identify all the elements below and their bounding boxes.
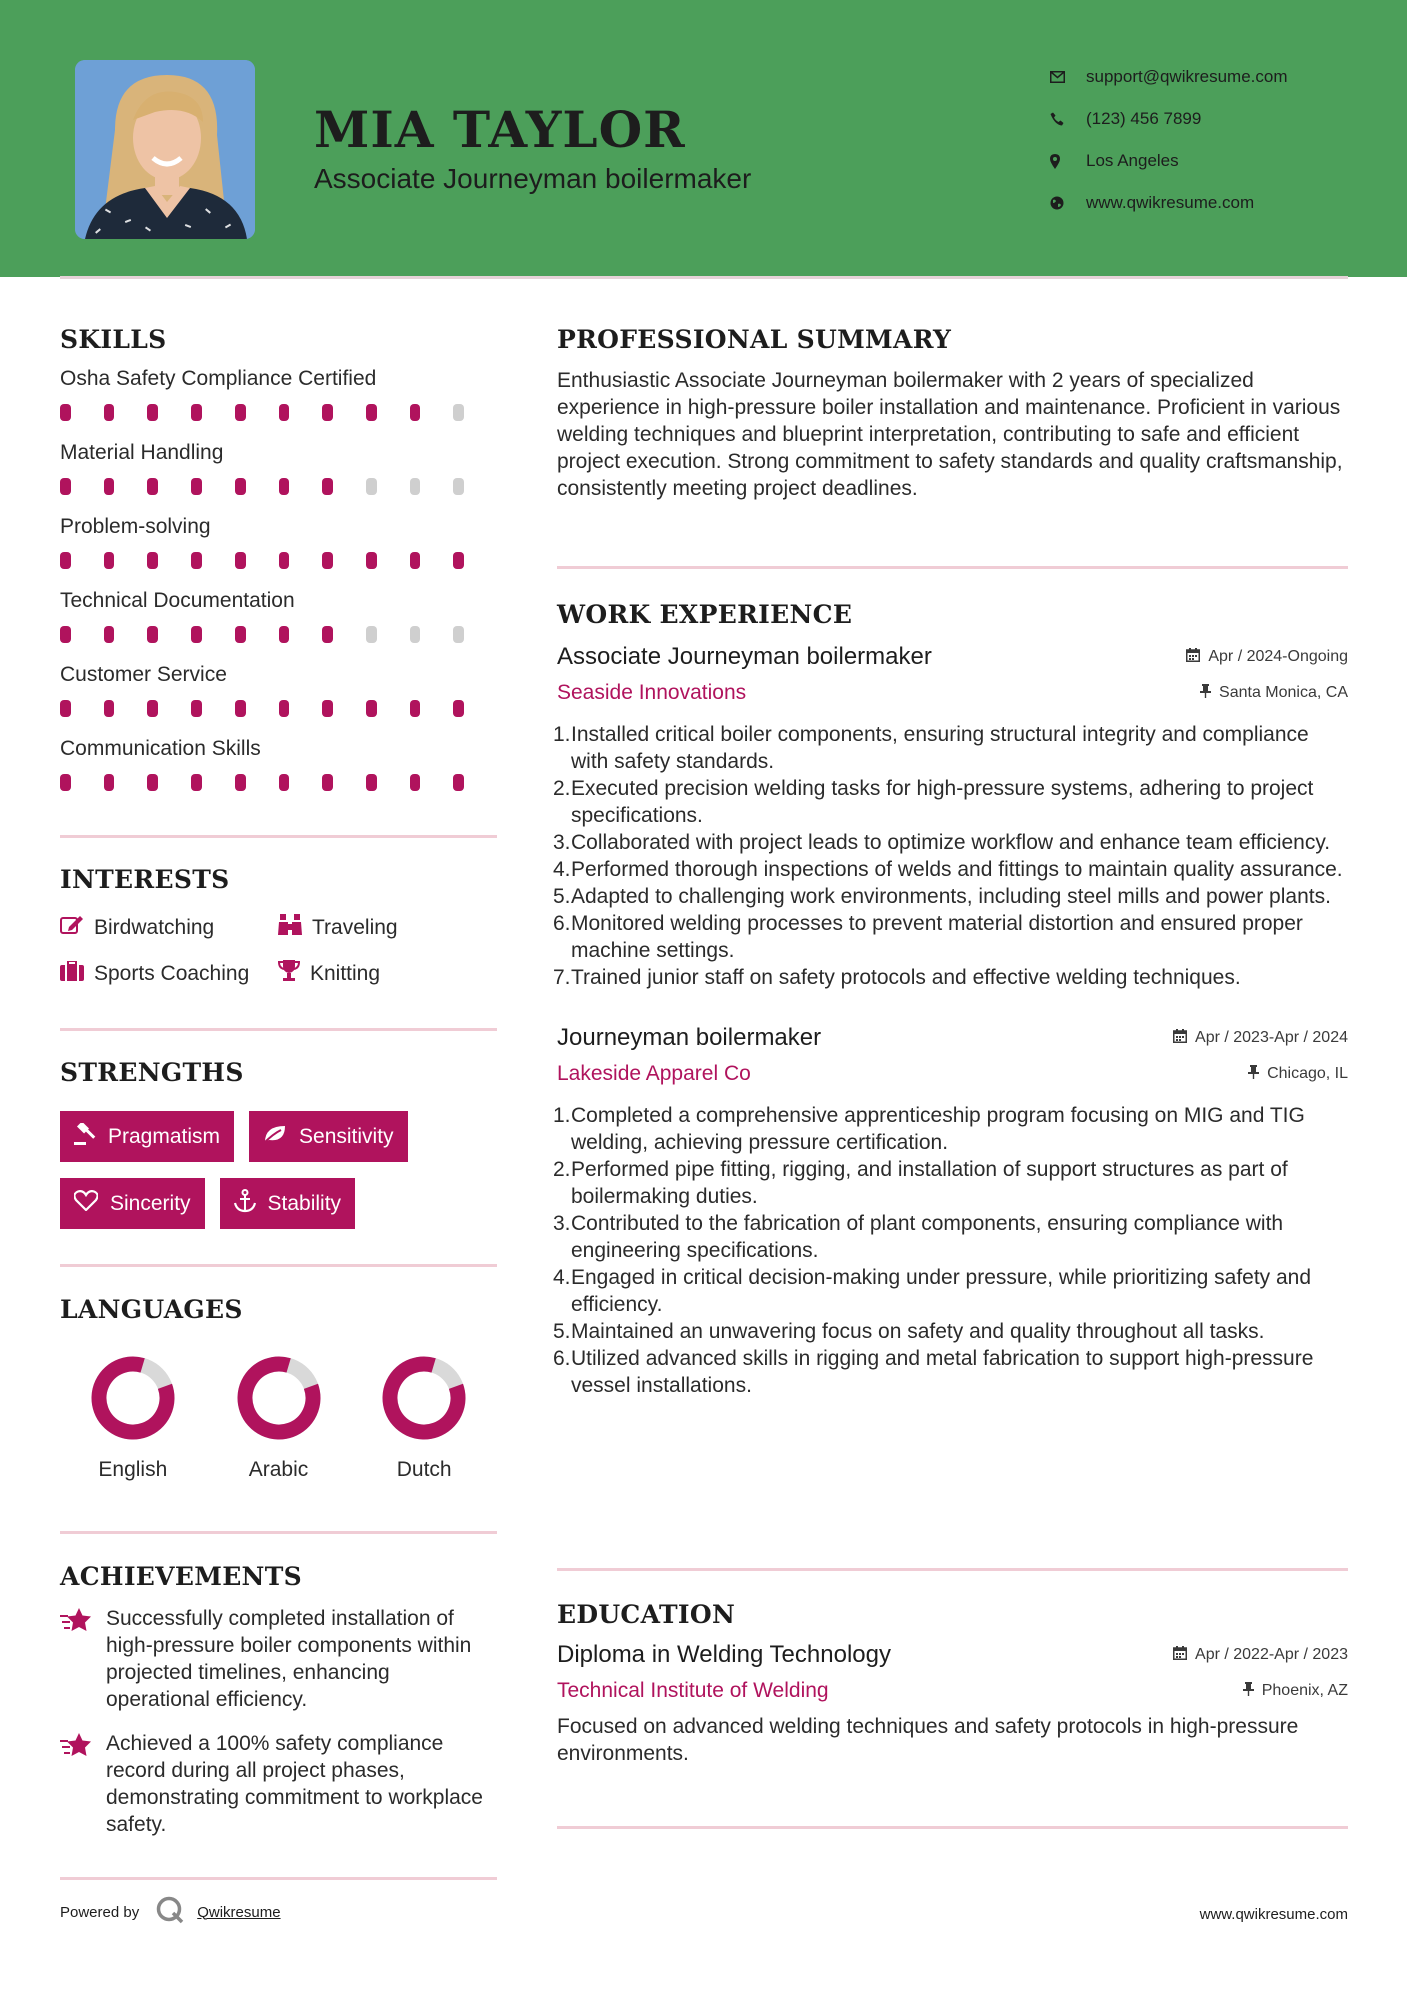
rating-dot [279, 552, 290, 569]
contact-website[interactable] [1050, 182, 1288, 224]
job-bullet [553, 964, 1348, 991]
education-dates [1173, 1646, 1348, 1665]
rating-dot [322, 478, 333, 495]
rating-dot [60, 552, 71, 569]
skill-item [60, 663, 497, 737]
job-dates-text: Apr / 2024-Ongoing [1208, 648, 1348, 665]
company-name: Seaside Innovations [557, 681, 747, 704]
rating-dot [322, 774, 333, 791]
interest-label: Sports Coaching [94, 962, 250, 985]
language-level-ring [380, 1354, 468, 1442]
skill-rating [60, 394, 497, 441]
strengths-section [60, 1058, 497, 1229]
achievements-section [60, 1562, 497, 1838]
rating-dot [322, 700, 333, 717]
job-location [1248, 1065, 1348, 1084]
job-dates-text: Apr / 2023-Apr / 2024 [1195, 1029, 1348, 1046]
bullet-number: 2. [553, 777, 571, 800]
rating-dot [235, 774, 246, 791]
rating-dot [147, 774, 158, 791]
strength-tag [249, 1111, 408, 1162]
binoculars-icon [278, 914, 302, 942]
language-name: English [98, 1458, 168, 1481]
interests-heading: INTERESTS [60, 865, 230, 894]
strength-tag [60, 1178, 205, 1229]
rating-dot [366, 774, 377, 791]
rating-dot [366, 700, 377, 717]
achievement-item [60, 1730, 497, 1838]
education-location [1243, 1682, 1348, 1701]
strengths-list [60, 1111, 480, 1229]
strength-label: Pragmatism [108, 1124, 221, 1148]
rating-dot [191, 552, 202, 569]
rating-dot [104, 552, 115, 569]
calendar-icon [1173, 1646, 1187, 1665]
suitcase-icon [60, 961, 84, 987]
star-icon [60, 1605, 92, 1713]
interest-item [60, 914, 278, 942]
experience-heading: WORK EXPERIENCE [557, 600, 853, 629]
achievement-text: Achieved a 100% safety compliance record during all project phases, demonstrating commitment to workplace safety. [106, 1732, 483, 1836]
section-divider [557, 1568, 1348, 1571]
job-bullet [553, 1102, 1348, 1156]
interests-list [60, 914, 497, 988]
calendar-icon [1173, 1029, 1187, 1048]
interest-label: Birdwatching [94, 916, 215, 939]
candidate-title: Associate Journeyman boilermaker [314, 163, 752, 194]
section-divider [557, 1826, 1348, 1829]
skill-name: Osha Safety Compliance Certified [60, 367, 377, 390]
strength-label: Sensitivity [299, 1124, 394, 1148]
jobs-list [553, 643, 1348, 1399]
rating-dot [453, 552, 464, 569]
bullet-text: Maintained an unwavering focus on safety and quality throughout all tasks. [571, 1320, 1265, 1343]
contact-phone[interactable] [1050, 98, 1288, 140]
rating-dot [453, 700, 464, 717]
rating-dot [60, 774, 71, 791]
rating-dot [191, 404, 202, 421]
phone-icon [1050, 112, 1086, 126]
skills-list [60, 367, 497, 811]
right-column [557, 325, 1348, 502]
rating-dot [60, 626, 71, 643]
job-bullet [553, 1345, 1348, 1399]
job-dates [1173, 1029, 1348, 1048]
bullet-text: Executed precision welding tasks for high-pressure systems, adhering to project specifications. [571, 777, 1314, 827]
contact-phone-text: (123) 456 7899 [1086, 109, 1202, 128]
rating-dot [279, 774, 290, 791]
summary-text: Enthusiastic Associate Journeyman boilermaker with 2 years of specialized experience in high-pressure boiler installation and maintenance. Proficient in various welding techniques and blueprint interpretation, contributing to safe and efficient project execution. Strong commitment to safety standards and quality craftsmanship, consistently meeting project deadlines. [557, 369, 1343, 500]
rating-dot [410, 404, 421, 421]
bullet-number: 1. [553, 1104, 571, 1127]
interest-label: Traveling [312, 916, 398, 939]
language-item [351, 1354, 497, 1482]
job-bullets [553, 721, 1348, 991]
powered-by-label: Powered by [60, 1903, 140, 1921]
degree-title: Diploma in Welding Technology [557, 1641, 891, 1668]
interests-section [60, 865, 497, 988]
achievement-text: Successfully completed installation of high-pressure boiler components within projected timelines, enhancing operational efficiency. [106, 1607, 472, 1711]
job-location [1200, 684, 1348, 703]
bullet-text: Adapted to challenging work environments, including steel mills and power plants. [571, 885, 1331, 908]
strength-tag [60, 1111, 234, 1162]
rating-dot [410, 774, 421, 791]
rating-dot [279, 478, 290, 495]
rating-dot [322, 552, 333, 569]
job-bullet [553, 883, 1348, 910]
pushpin-icon [1243, 1682, 1254, 1701]
rating-dot [104, 700, 115, 717]
rating-dot [279, 404, 290, 421]
job-location-text: Chicago, IL [1267, 1065, 1348, 1082]
job-title: Associate Journeyman boilermaker [557, 643, 932, 670]
contact-location [1050, 140, 1288, 182]
bullet-text: Performed thorough inspections of welds and fittings to maintain quality assurance. [571, 858, 1343, 881]
rating-dot [191, 700, 202, 717]
rating-dot [60, 404, 71, 421]
job-bullet [553, 856, 1348, 883]
bullet-text: Installed critical boiler components, ensuring structural integrity and compliance with safety standards. [571, 723, 1309, 773]
strengths-heading: STRENGTHS [60, 1058, 244, 1087]
skill-item [60, 737, 497, 811]
job-bullet [553, 1318, 1348, 1345]
rating-dot [104, 404, 115, 421]
header-divider [60, 276, 1348, 279]
skill-rating [60, 468, 497, 515]
strength-label: Stability [267, 1191, 342, 1215]
rating-dot [235, 552, 246, 569]
education-dates-text: Apr / 2022-Apr / 2023 [1195, 1646, 1348, 1663]
bullet-number: 5. [553, 1320, 571, 1343]
gavel-icon [74, 1123, 96, 1151]
section-divider [60, 1264, 497, 1267]
rating-dot [104, 626, 115, 643]
rating-dot [322, 404, 333, 421]
languages-section [60, 1295, 497, 1482]
rating-dot [191, 478, 202, 495]
section-divider [60, 1028, 497, 1031]
pushpin-icon [1248, 1065, 1259, 1084]
email-icon [1050, 71, 1086, 83]
heart-icon [74, 1190, 98, 1217]
edit-icon [60, 915, 84, 941]
pushpin-icon [1200, 684, 1211, 703]
interest-label: Knitting [310, 962, 381, 985]
rating-dot [104, 774, 115, 791]
job-title: Journeyman boilermaker [557, 1024, 822, 1051]
school-name: Technical Institute of Welding [557, 1679, 829, 1702]
bullet-number: 2. [553, 1158, 571, 1181]
section-divider [557, 566, 1348, 569]
language-level-ring [89, 1354, 177, 1442]
strength-tag [220, 1178, 356, 1229]
education-location-text: Phoenix, AZ [1261, 1682, 1348, 1699]
bullet-text: Trained junior staff on safety protocols and effective welding techniques. [571, 966, 1241, 989]
footer-website[interactable]: www.qwikresume.com [1199, 1906, 1348, 1923]
education-heading: EDUCATION [557, 1600, 736, 1629]
contact-email-text: support@qwikresume.com [1086, 67, 1288, 86]
bullet-number: 3. [553, 831, 571, 854]
summary-heading: PROFESSIONAL SUMMARY [557, 325, 952, 354]
section-divider [60, 835, 497, 838]
map-pin-icon [1050, 154, 1086, 169]
section-divider [60, 1531, 497, 1534]
globe-icon [1050, 196, 1086, 210]
rating-dot [147, 700, 158, 717]
company-name: Lakeside Apparel Co [557, 1062, 751, 1085]
rating-dot [279, 700, 290, 717]
rating-dot [191, 626, 202, 643]
job-dates [1186, 648, 1348, 667]
language-level-ring [235, 1354, 323, 1442]
job-bullet [553, 910, 1348, 964]
qwikresume-logo-icon [155, 1895, 185, 1929]
bullet-number: 6. [553, 912, 571, 935]
skill-item [60, 515, 497, 589]
anchor-icon [234, 1189, 256, 1219]
bullet-text: Engaged in critical decision-making under pressure, while prioritizing safety and efficiency. [571, 1266, 1312, 1316]
section-divider [60, 1877, 497, 1880]
rating-dot [453, 478, 464, 495]
languages-list [60, 1354, 497, 1482]
rating-dot [453, 774, 464, 791]
resume-header [0, 0, 1407, 277]
contact-website-text: www.qwikresume.com [1086, 193, 1255, 212]
bullet-number: 4. [553, 858, 571, 881]
bullet-text: Contributed to the fabrication of plant components, ensuring compliance with engineering specifications. [571, 1212, 1284, 1262]
rating-dot [322, 626, 333, 643]
bullet-number: 5. [553, 885, 571, 908]
job-bullet [553, 1210, 1348, 1264]
languages-heading: LANGUAGES [60, 1295, 243, 1324]
rating-dot [366, 404, 377, 421]
profile-photo [75, 60, 255, 239]
left-column [60, 325, 497, 811]
job-entry [553, 643, 1348, 991]
rating-dot [410, 626, 421, 643]
footer-branding [60, 1895, 281, 1929]
rating-dot [453, 404, 464, 421]
skill-name: Customer Service [60, 663, 227, 686]
bullet-text: Monitored welding processes to prevent material distortion and ensured proper machine settings. [571, 912, 1303, 962]
skill-item [60, 441, 497, 515]
skill-item [60, 367, 497, 441]
job-bullet [553, 829, 1348, 856]
rating-dot [60, 478, 71, 495]
bullet-text: Completed a comprehensive apprenticeship program focusing on MIG and TIG welding, achieving pressure certification. [571, 1104, 1305, 1154]
skill-rating [60, 616, 497, 663]
skill-name: Material Handling [60, 441, 224, 464]
bullet-number: 7. [553, 966, 571, 989]
contact-location-text: Los Angeles [1086, 151, 1179, 170]
rating-dot [279, 626, 290, 643]
skill-rating [60, 764, 497, 811]
rating-dot [366, 478, 377, 495]
strength-label: Sincerity [110, 1191, 191, 1215]
bullet-number: 3. [553, 1212, 571, 1235]
rating-dot [366, 626, 377, 643]
rating-dot [453, 626, 464, 643]
achievement-item [60, 1605, 497, 1713]
skill-item [60, 589, 497, 663]
job-bullet [553, 1264, 1348, 1318]
bullet-text: Performed pipe fitting, rigging, and installation of support structures as part of boilermaking duties. [571, 1158, 1288, 1208]
skill-name: Communication Skills [60, 737, 261, 760]
contact-list [1050, 56, 1288, 224]
bullet-number: 6. [553, 1347, 571, 1370]
skills-heading: SKILLS [60, 325, 167, 354]
rating-dot [147, 478, 158, 495]
achievements-heading: ACHIEVEMENTS [60, 1562, 302, 1591]
education-section [557, 1600, 1348, 1767]
rating-dot [235, 700, 246, 717]
bullet-text: Collaborated with project leads to optimize workflow and enhance team efficiency. [571, 831, 1331, 854]
star-icon [60, 1730, 92, 1838]
skill-rating [60, 690, 497, 737]
rating-dot [147, 404, 158, 421]
rating-dot [147, 626, 158, 643]
rating-dot [191, 774, 202, 791]
language-name: Dutch [396, 1458, 452, 1481]
rating-dot [235, 404, 246, 421]
rating-dot [410, 700, 421, 717]
job-entry [553, 1024, 1348, 1399]
skill-name: Problem-solving [60, 515, 211, 538]
experience-section [553, 600, 1348, 1399]
interest-item [60, 960, 278, 988]
interest-item [278, 914, 478, 942]
trophy-icon [278, 960, 300, 988]
job-bullet [553, 1156, 1348, 1210]
rating-dot [410, 478, 421, 495]
bullet-number: 4. [553, 1266, 571, 1289]
skill-name: Technical Documentation [60, 589, 295, 612]
bullet-number: 1. [553, 723, 571, 746]
job-bullets [553, 1102, 1348, 1399]
contact-email[interactable] [1050, 56, 1288, 98]
interest-item [278, 960, 478, 988]
job-bullet [553, 721, 1348, 775]
candidate-name: MIA TAYLOR [314, 100, 686, 159]
language-name: Arabic [248, 1458, 309, 1481]
rating-dot [235, 478, 246, 495]
rating-dot [366, 552, 377, 569]
rating-dot [147, 552, 158, 569]
calendar-icon [1186, 648, 1200, 667]
bullet-text: Utilized advanced skills in rigging and metal fabrication to support high-pressure vessel installations. [571, 1347, 1314, 1397]
education-text: Focused on advanced welding techniques and safety protocols in high-pressure environments. [557, 1715, 1299, 1765]
job-location-text: Santa Monica, CA [1219, 684, 1348, 701]
language-item [206, 1354, 352, 1482]
rating-dot [104, 478, 115, 495]
language-item [60, 1354, 206, 1482]
rating-dot [60, 700, 71, 717]
rating-dot [235, 626, 246, 643]
job-bullet [553, 775, 1348, 829]
leaf-icon [263, 1124, 287, 1150]
skill-rating [60, 542, 497, 589]
rating-dot [410, 552, 421, 569]
brand-link[interactable]: Qwikresume [197, 1903, 281, 1921]
